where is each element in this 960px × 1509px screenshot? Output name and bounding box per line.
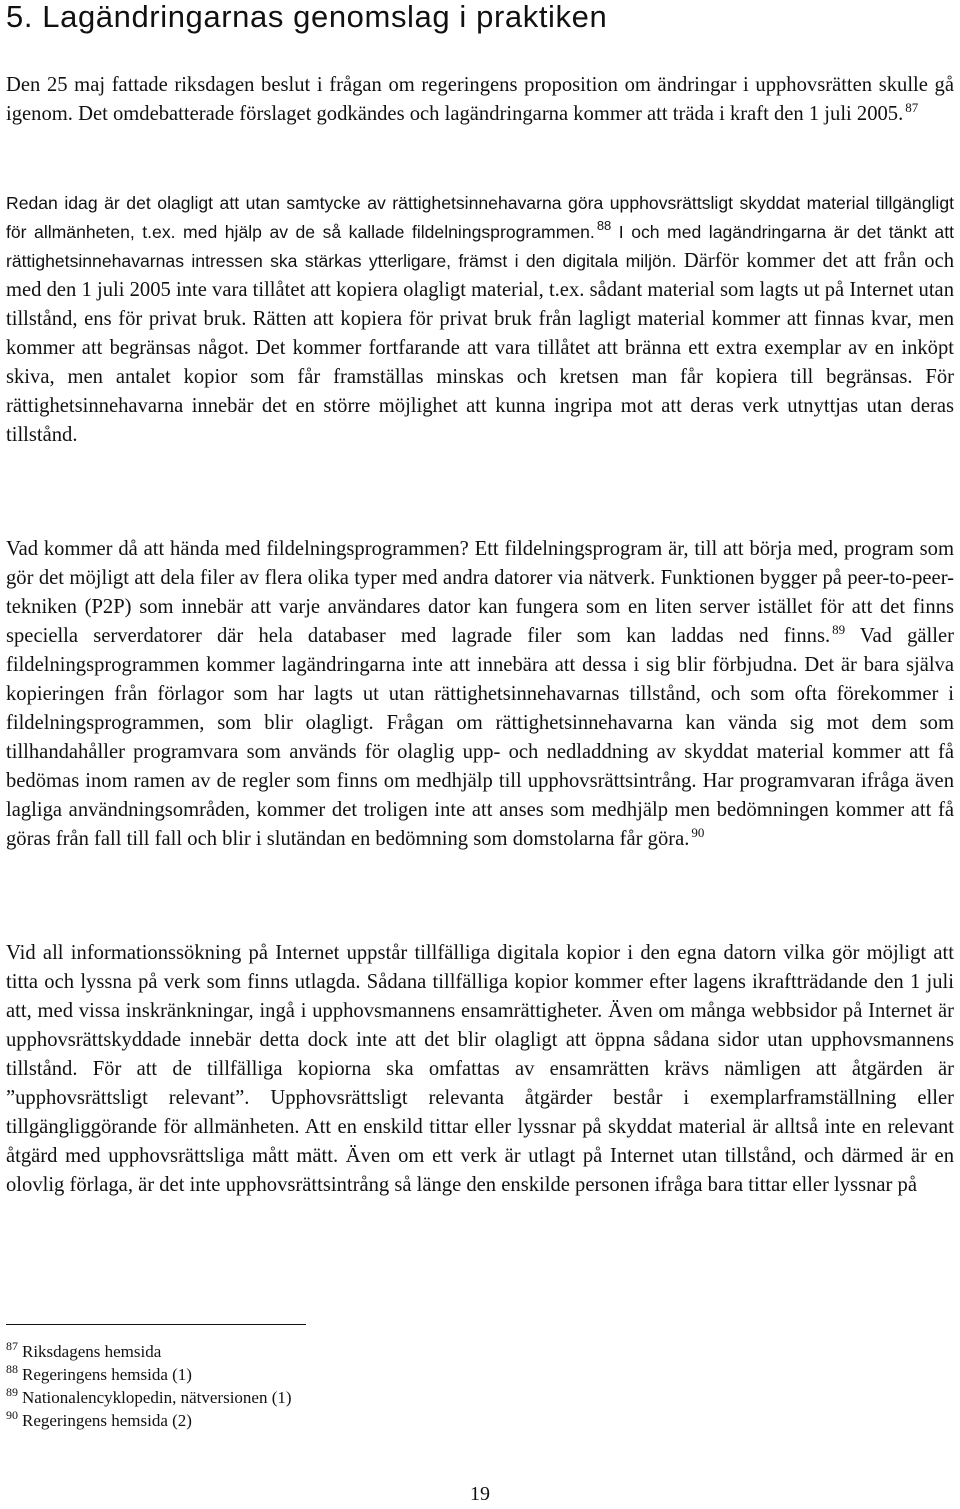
footnote-text: Regeringens hemsida (1) [22,1365,192,1384]
footnote-text: Regeringens hemsida (2) [22,1411,192,1430]
footnote-divider [6,1324,306,1325]
paragraph-text: Vad kommer då att hända med fildelningsprogrammen? Ett fildelningsprogram är, till att börja med, program som gör det möjligt att dela filer av flera olika typer med andra datorer via nätverk. Funktionen bygger på peer-to-peer-tekniken (P2P) som innebär att varje användares dator kan fungera som en liten server istället för att det finns speciella serverdatorer där hela databaser med lagrade filer som kan laddas ned finns. [6,538,954,647]
footnote-ref: 90 [691,825,705,840]
page-number: 19 [470,1483,490,1505]
footnote-number: 89 [6,1385,18,1399]
footnote-item [6,1340,606,1363]
footnote-item [6,1409,606,1432]
paragraph-text: Det kommer fortfarande att vara tillåtet att bränna ett extra exemplar av en inköpt skiva, men antalet kopior som får framställas minskas och kretsen man får kopiera till begränsas. För rättighetsinnehavarna innebär det en större möjlighet att kunna ingripa mot att deras verk utnyttjas utan deras tillstånd. [6,337,954,446]
footnote-item [6,1386,606,1409]
paragraph-decision [6,71,954,129]
paragraph-text: Vad gäller fildelningsprogrammen kommer lagändringarna inte att innebära att dessa i sig blir förbjudna. Det är bara själva kopieringen från förlagor som har lagts ut utan rättighetsinnehavarnas tillstånd, och som ofta förekommer i fildelningsprogrammen, som blir olagligt. Frågan om rättighetsinnehavarna kan vända sig mot dem som tillhandahåller programvara som används för olaglig upp- och nedladdning av skyddat material kommer att få bedömas inom ramen av de regler som finns om medhjälp till upphovsrättsintrång. Har programvaran ifråga även lagliga användningsområden, kommer det troligen inte att anses som medhjälp men bedömningen kommer att få göras från fall till fall och blir i slutändan en bedömning som domstolarna får göra. [6,625,954,850]
footnote-number: 88 [6,1362,18,1376]
paragraph-file-sharing [6,535,954,854]
paragraph-text: Redan idag är det olagligt att utan samtycke av rättighetsinnehavarna göra upphovsrättsligt skyddat material tillgängligt för allmänheten, t.ex. med hjälp av de så kallade fildelningsprogrammen. [6,193,954,242]
paragraph-text: Den 25 maj fattade riksdagen beslut i frågan om regeringens proposition om ändringar i upphovsrätten skulle gå igenom. Det omdebatterade förslaget godkändes och lagändringarna kommer att träda i kraft den 1 juli 2005. [6,74,954,125]
footnote-text: Riksdagens hemsida [22,1342,162,1361]
footnote-ref: 89 [832,622,846,637]
footnote-number: 90 [6,1408,18,1422]
paragraph-text: Vid all informationssökning på Internet uppstår tillfälliga digitala kopior i den egna datorn vilka gör möjligt att titta och lyssna på verk som finns utlagda. Sådana tillfälliga kopior kommer efter lagens ikraftträdande den 1 juli att, med vissa inskränkningar, ingå i upphovsmannens ensamrättigheter. Även om många webbsidor på Internet är upphovsrättskyddade innebär detta dock inte att det blir olagligt att öppna sådana sidor utan upphovsmannens tillstånd. För att de tillfälliga kopiorna ska omfattas av ensamrätten krävs nämligen att åtgärden är ”upphovsrättsligt relevant”. Upphovsrättsligt relevanta åtgärder består i exemplarframställning eller tillgängliggörande för allmänheten. Att en enskild tittar eller lyssnar på skyddat material är alltså inte en relevant åtgärd med upphovsrättsliga mått mätt. Även om ett verk är utlagt på Internet utan tillstånd, och därmed är en olovlig förlaga, är det inte upphovsrättsintrång så länge den enskilde personen ifråga bara tittar eller lyssnar på [6,942,954,1196]
paragraph-current-law [6,189,954,450]
footnote-text: Nationalencyklopedin, nätversionen (1) [22,1388,292,1407]
footnote-ref: 88 [596,218,612,233]
footnote-ref: 87 [905,100,919,115]
section-heading: 5. Lagändringarnas genomslag i praktiken [6,0,608,34]
paragraph-text: I och med lagändringarna är det tänkt att rättighetsinnehavarnas intressen ska stärkas ytterligare, främst i den digitala miljön. [6,222,954,271]
footnote-list [6,1340,606,1432]
footnote-number: 87 [6,1339,18,1353]
paragraph-temporary-copies [6,939,954,1200]
paragraph-text: Därför kommer det att från och med den 1 juli 2005 inte vara tillåtet att kopiera olagligt material, t.ex. sådant material som lagts ut på Internet utan tillstånd, ens för privat bruk. [6,250,955,330]
footnote-item [6,1363,606,1386]
paragraph-text: Rätten att kopiera för privat bruk från lagligt material kommer att finnas kvar, men kommer att begränsas något. [6,308,955,359]
